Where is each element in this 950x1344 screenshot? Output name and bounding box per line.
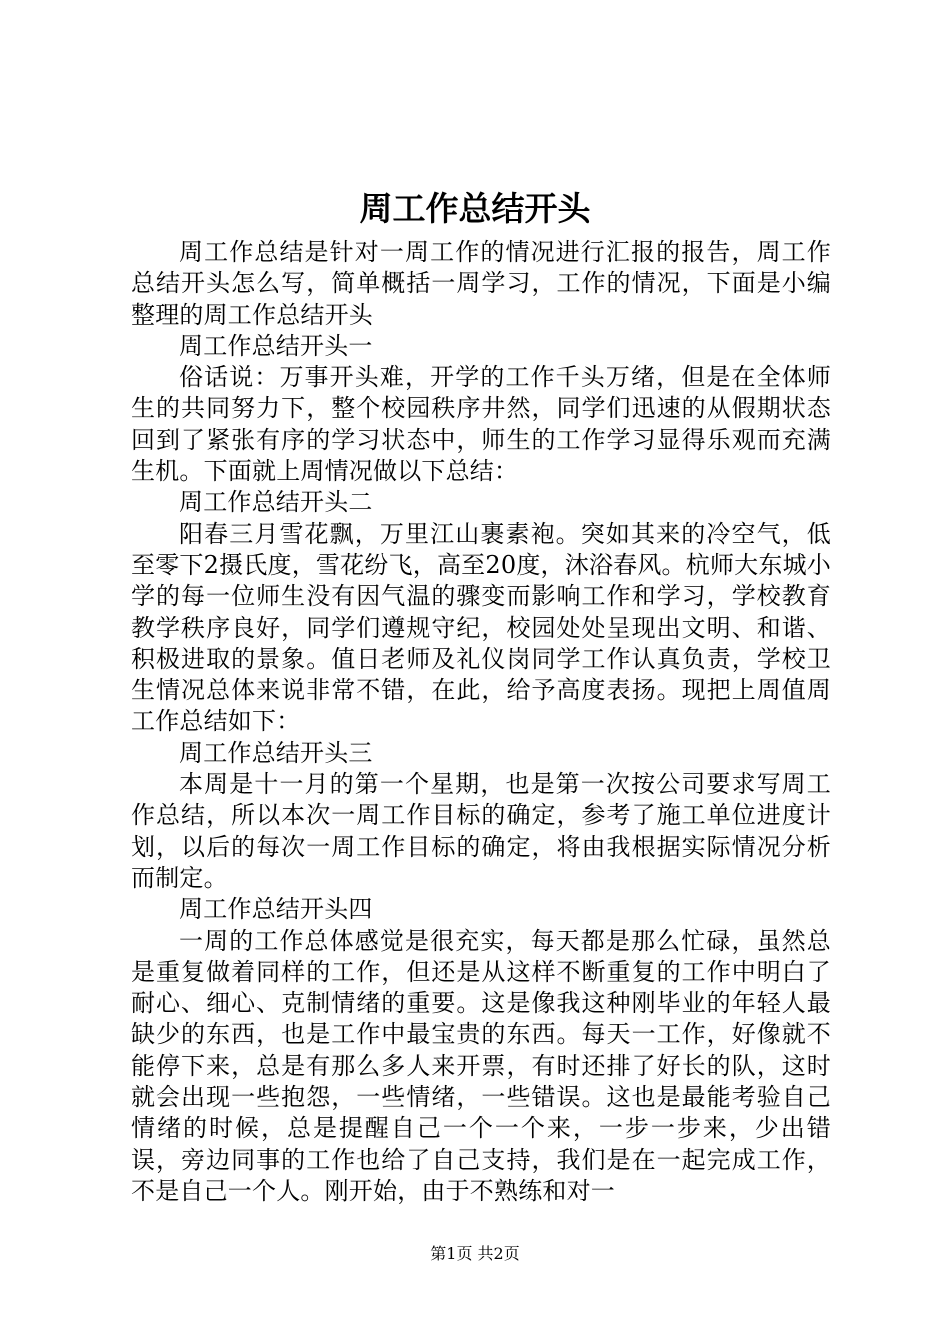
section-heading-4: 周工作总结开头四 — [179, 895, 373, 924]
section-paragraph-1: 俗话说：万事开头难，开学的工作千头万绪，但是在全体师生的共同努力下，整个校园秩序井然，同学们迅速的从假期状态回到了紧张有序的学习状态中，师生的工作学习显得乐观而充满生机。下面就上周情况做以下总结： — [131, 363, 831, 486]
section-heading-2: 周工作总结开头二 — [179, 488, 373, 517]
section-paragraph-4: 一周的工作总体感觉是很充实，每天都是那么忙碌，虽然总是重复做着同样的工作，但还是从这样不断重复的工作中明白了耐心、细心、克制情绪的重要。这是像我这种刚毕业的年轻人最缺少的东西，也是工作中最宝贵的东西。每天一工作，好像就不能停下来，总是有那么多人来开票，有时还排了好长的队，这时就会出现一些抱怨，一些情绪，一些错误。这也是最能考验自己情绪的时候，总是提醒自己一个一个来，一步一步来，少出错误，旁边同事的工作也给了自己支持，我们是在一起完成工作，不是自己一个人。刚开始，由于不熟练和对一 — [131, 926, 831, 1205]
section-paragraph-3: 本周是十一月的第一个星期，也是第一次按公司要求写周工作总结，所以本次一周工作目标的确定，参考了施工单位进度计划，以后的每次一周工作目标的确定，将由我根据实际情况分析而制定。 — [131, 770, 831, 892]
document-body — [131, 237, 831, 1207]
section-heading-1: 周工作总结开头一 — [179, 331, 373, 360]
document-title: 周工作总结开头 — [359, 189, 591, 228]
page-number-footer: 第1页 共2页 — [430, 1244, 520, 1263]
section-paragraph-2: 阳春三月雪花飘，万里江山裹素袍。突如其来的冷空气，低至零下2摄氏度，雪花纷飞，高至20度，沐浴春风。杭师大东城小学的每一位师生没有因气温的骤变而影响工作和学习，学校教育教学秩序良好，同学们遵规守纪，校园处处呈现出文明、和谐、积极进取的景象。值日老师及礼仪岗同学工作认真负责，学校卫生情况总体来说非常不错，在此，给予高度表扬。现把上周值周工作总结如下： — [131, 519, 831, 736]
intro-paragraph: 周工作总结是针对一周工作的情况进行汇报的报告，周工作总结开头怎么写，简单概括一周学习，工作的情况，下面是小编整理的周工作总结开头 — [131, 238, 831, 329]
section-heading-3: 周工作总结开头三 — [179, 738, 373, 767]
